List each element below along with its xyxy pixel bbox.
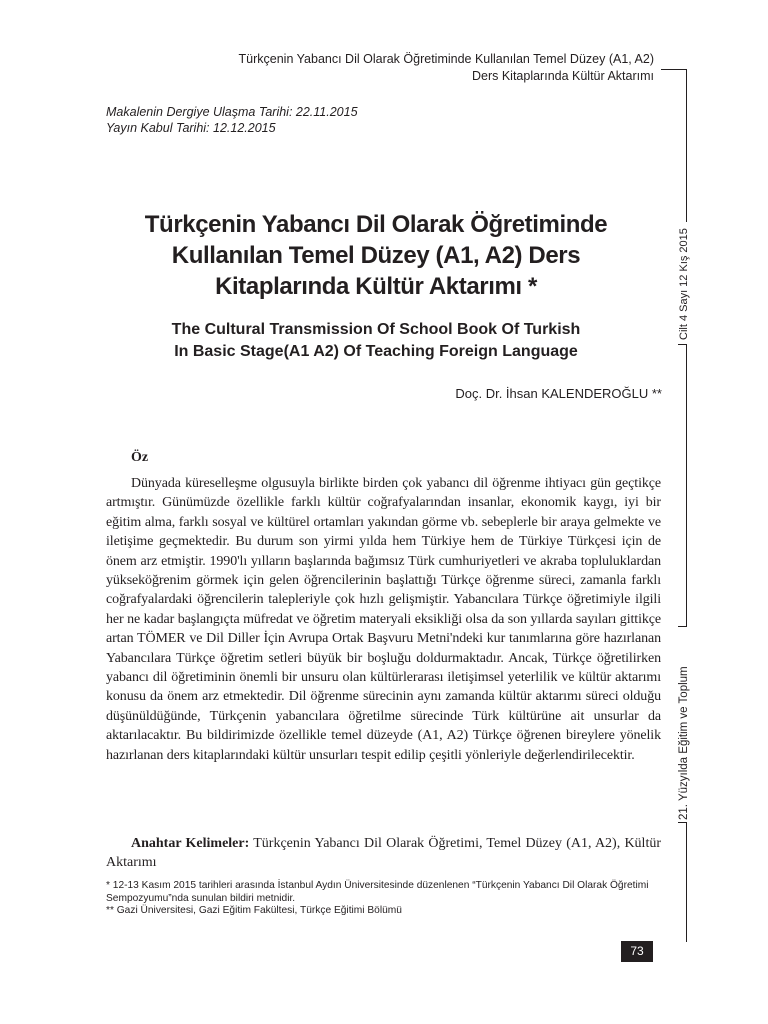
margin-tick bbox=[678, 344, 687, 345]
margin-rule-bottom bbox=[686, 822, 687, 942]
margin-rule-top bbox=[686, 69, 687, 222]
journal-label: 21. Yüzyılda Eğitim ve Toplum bbox=[678, 666, 690, 820]
footnote-1: * 12-13 Kasım 2015 tarihleri arasında İstanbul Aydın Üniversitesinde düzenlenen “Türkçenin Yabancı Dil Olarak Öğretimi Sempozyumu”nda sunulan bildiri metnidir. bbox=[106, 880, 649, 904]
keywords bbox=[106, 834, 661, 873]
author-name: Doç. Dr. İhsan KALENDEROĞLU ** bbox=[455, 386, 662, 401]
article-title-english bbox=[110, 319, 642, 363]
title-en-line-1: The Cultural Transmission Of School Book Of Turkish bbox=[171, 321, 581, 338]
submission-dates bbox=[106, 104, 358, 136]
title-en-line-2: In Basic Stage(A1 A2) Of Teaching Foreign Language bbox=[174, 343, 578, 360]
running-header-line-1: Türkçenin Yabancı Dil Olarak Öğretiminde Kullanılan Temel Düzey (A1, A2) bbox=[238, 52, 654, 66]
title-tr-line-2: Kullanılan Temel Düzey (A1, A2) Ders bbox=[171, 242, 581, 269]
received-date: Makalenin Dergiye Ulaşma Tarihi: 22.11.2015 bbox=[106, 105, 358, 119]
margin-rule-middle bbox=[686, 344, 687, 627]
issue-label: Cilt 4 Sayı 12 Kış 2015 bbox=[678, 228, 690, 340]
page-number: 73 bbox=[621, 941, 653, 962]
title-tr-line-3: Kitaplarında Kültür Aktarımı bbox=[215, 273, 522, 300]
abstract-body: Dünyada küreselleşme olgusuyla birlikte birden çok yabancı dil öğrenme ihtiyacı gün geçtikçe artmıştır. Günümüzde özellikle farklı kültür coğrafyalarından insanlar, ekonomik kaygı, iyi bir eğitim alma, farklı sosyal ve kültürel ortamları yakından görme vb. sebeplerle bir araya gelmekte ve iletişime geçmektedir. Bu durum son yirmi yılda hem Türkiye hem de Türkiye Türkçesi için de önem arz etmiştir. 1990'lı yılların başlarında bağımsız Türk cumhuriyetleri ve akraba topluluklardan yükseköğrenim görmek için gelen öğrencilerinin başlattığı Türkçe öğrenme süreci, zamanla farklı coğrafyalardaki öğrencilerin talepleriyle çok hızlı gelişmiştir. Yabancılara Türkçe öğretimiyle ilgili her ne kadar başlangıçta müfredat ve öğretim materyali eksikliği olsa da son yıllarda sayıları gittikçe artan TÖMER ve Dil Diller İçin Avrupa Ortak Başvuru Metni'ndeki kur tanımlarına göre hazırlanan Yabancılara Türkçe öğretim setleri büyük bir boşluğu doldurmaktadır. Ancak, Türkçe öğretilirken yabancı dil öğretiminin önemli bir unsuru olan kültürlerarası iletişimsel yeterlilik ve kültür aktarımı konusu da önem arz etmektedir. Dil öğrenme sürecinin aynı zamanda kültür aktarımı süreci olduğu düşünüldüğünde, Türkçenin yabancılara öğretilme sürecinde Türk kültürüne ait unsurlar da aktarılacaktır. Bu bildirimizde özellikle temel düzeyde (A1, A2) Türkçe öğrenen bireylere yönelik hazırlanan ders kitaplarındaki kültür unsurları tespit edilip çeşitli yönleriyle değerlendirilecektir. bbox=[106, 476, 661, 763]
title-tr-line-1: Türkçenin Yabancı Dil Olarak Öğretiminde bbox=[144, 211, 608, 238]
accepted-date: Yayın Kabul Tarihi: 12.12.2015 bbox=[106, 121, 276, 135]
keywords-text: Türkçenin Yabancı Dil Olarak Öğretimi, Temel Düzey (A1, A2), Kültür Aktarımı bbox=[106, 836, 661, 871]
article-title-turkish bbox=[110, 209, 642, 302]
abstract-heading: Öz bbox=[131, 450, 149, 465]
keywords-label: Anahtar Kelimeler: bbox=[131, 836, 250, 851]
title-footnote-marker: * bbox=[521, 273, 537, 300]
margin-tick bbox=[678, 626, 687, 627]
running-header-line-2: Ders Kitaplarında Kültür Aktarımı bbox=[471, 69, 654, 83]
running-header bbox=[239, 51, 654, 85]
footnote-2: ** Gazi Üniversitesi, Gazi Eğitim Fakültesi, Türkçe Eğitimi Bölümü bbox=[106, 905, 402, 916]
margin-tick bbox=[678, 822, 687, 823]
footnotes bbox=[106, 880, 666, 918]
header-rule bbox=[661, 69, 686, 70]
